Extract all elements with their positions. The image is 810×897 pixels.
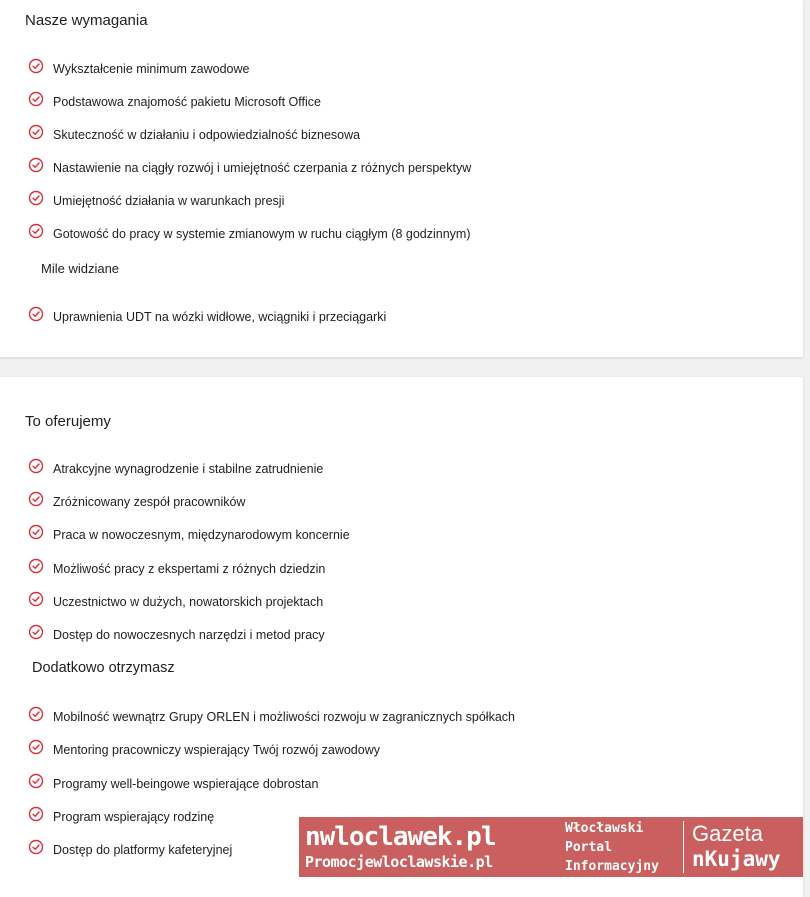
list-item-label: Praca w nowoczesnym, międzynarodowym koncernie <box>53 528 350 542</box>
watermark-brand-block <box>299 817 563 877</box>
watermark-sub: Promocjewloclawskie.pl <box>305 853 493 871</box>
offer-title: To oferujemy <box>25 413 111 430</box>
list-item <box>28 226 471 242</box>
watermark-divider <box>683 821 684 873</box>
list-item <box>28 494 245 510</box>
list-item <box>28 193 284 209</box>
check-circle-icon <box>28 157 44 173</box>
list-item <box>28 61 249 77</box>
check-circle-icon <box>28 739 44 755</box>
list-item <box>28 842 232 858</box>
list-item-label: Zróżnicowany zespół pracowników <box>53 495 246 509</box>
watermark-kujawy: nKujawy <box>692 847 781 871</box>
check-circle-icon <box>28 491 44 507</box>
check-circle-icon <box>28 773 44 789</box>
list-item <box>28 160 471 176</box>
requirements-card <box>0 0 803 357</box>
nice-to-have-title: Mile widziane <box>41 261 120 276</box>
list-item-label: Mentoring pracowniczy wspierający Twój rozwój zawodowy <box>53 743 380 757</box>
list-item <box>28 627 325 643</box>
check-circle-icon <box>28 58 44 74</box>
extra-benefits-title: Dodatkowo otrzymasz <box>32 660 175 676</box>
watermark-brand: nwloclawek.pl <box>305 822 496 852</box>
watermark-gazeta: Gazeta <box>692 821 763 846</box>
check-circle-icon <box>28 524 44 540</box>
list-item-label: Skuteczność w działaniu i odpowiedzialność biznesowa <box>53 128 361 142</box>
list-item-label: Program wspierający rodzinę <box>53 810 215 824</box>
list-item <box>28 461 323 477</box>
check-circle-icon <box>28 223 44 239</box>
check-circle-icon <box>28 839 44 855</box>
list-item-label: Uprawnienia UDT na wózki widłowe, wciągniki i przeciągarki <box>53 310 387 324</box>
list-item <box>28 127 360 143</box>
list-item-label: Mobilność wewnątrz Grupy ORLEN i możliwości rozwoju w zagranicznych spółkach <box>53 710 515 724</box>
list-item <box>28 709 515 725</box>
list-item-label: Dostęp do nowoczesnych narzędzi i metod pracy <box>53 628 325 642</box>
list-item <box>28 527 350 543</box>
check-circle-icon <box>28 558 44 574</box>
list-item <box>28 309 386 325</box>
check-circle-icon <box>28 306 44 322</box>
list-item-label: Dostęp do platformy kafeteryjnej <box>53 843 233 857</box>
list-item <box>28 594 323 610</box>
watermark-banner <box>299 817 803 877</box>
list-item-label: Gotowość do pracy w systemie zmianowym w ruchu ciągłym (8 godzinnym) <box>53 227 471 241</box>
watermark-portal-line2: Portal <box>565 839 612 855</box>
list-item-label: Uczestnictwo w dużych, nowatorskich projektach <box>53 595 324 609</box>
list-item-label: Umiejętność działania w warunkach presji <box>53 194 285 208</box>
watermark-portal-line3: Informacyjny <box>565 858 659 874</box>
watermark-gazeta-block <box>690 817 803 877</box>
list-item-label: Programy well-beingowe wspierające dobrostan <box>53 777 319 791</box>
list-item <box>28 742 380 758</box>
check-circle-icon <box>28 124 44 140</box>
list-item-label: Możliwość pracy z ekspertami z różnych dziedzin <box>53 562 326 576</box>
list-item <box>28 809 214 825</box>
list-item <box>28 561 325 577</box>
check-circle-icon <box>28 190 44 206</box>
watermark-portal-line1: Włocławski <box>565 820 644 836</box>
requirements-title: Nasze wymagania <box>25 12 148 29</box>
check-circle-icon <box>28 458 44 474</box>
list-item-label: Nastawienie na ciągły rozwój i umiejętność czerpania z różnych perspektyw <box>53 161 472 175</box>
list-item-label: Wykształcenie minimum zawodowe <box>53 62 250 76</box>
watermark-portal <box>563 817 677 877</box>
check-circle-icon <box>28 591 44 607</box>
list-item <box>28 94 321 110</box>
check-circle-icon <box>28 91 44 107</box>
check-circle-icon <box>28 706 44 722</box>
check-circle-icon <box>28 806 44 822</box>
list-item <box>28 776 318 792</box>
list-item-label: Podstawowa znajomość pakietu Microsoft Office <box>53 95 321 109</box>
list-item-label: Atrakcyjne wynagrodzenie i stabilne zatrudnienie <box>53 462 324 476</box>
check-circle-icon <box>28 624 44 640</box>
